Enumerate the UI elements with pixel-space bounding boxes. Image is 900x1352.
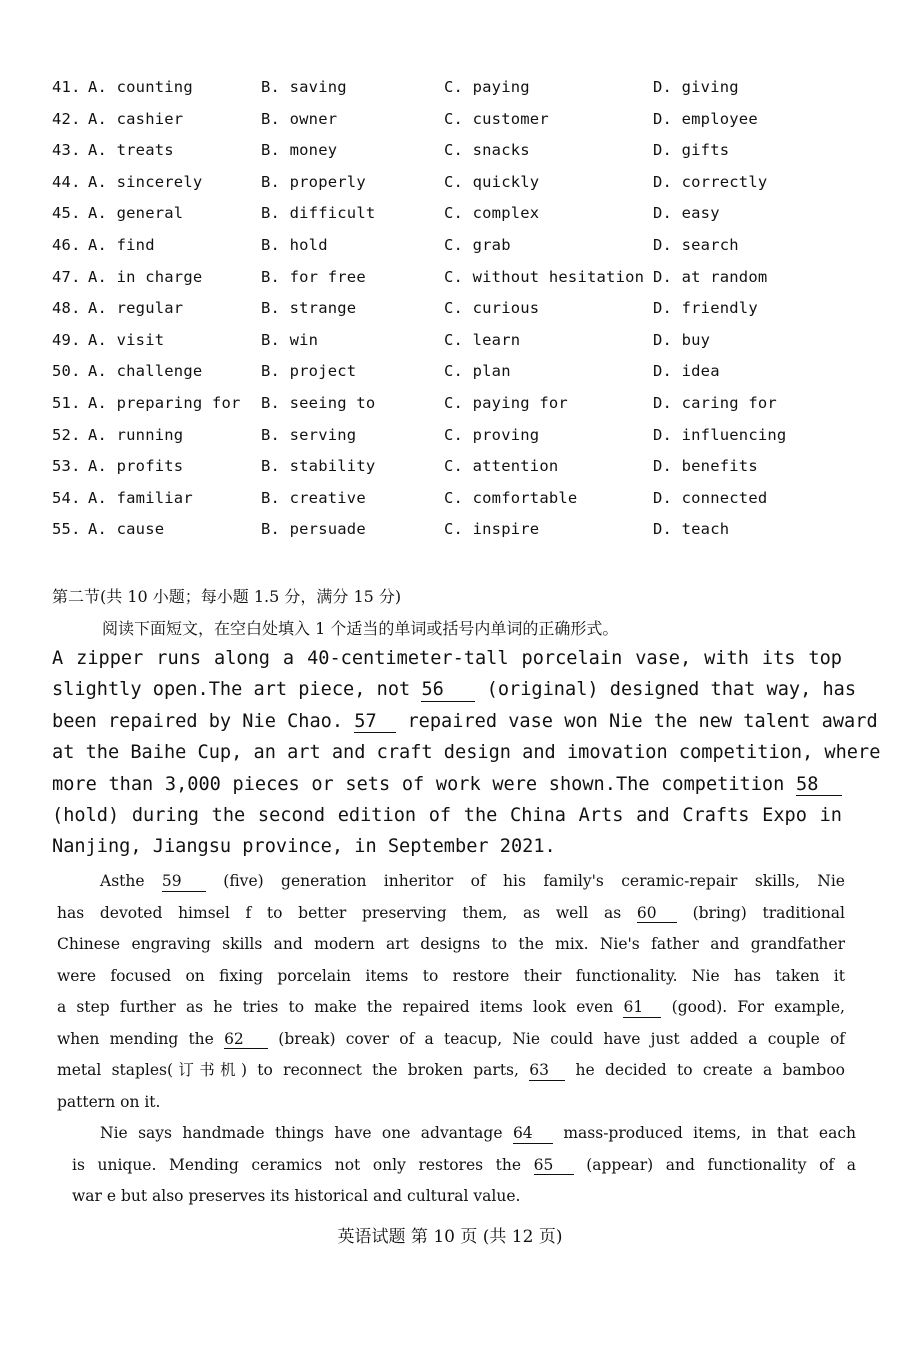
blank-65: 65: [534, 1157, 574, 1176]
option-a: A. sincerely: [88, 172, 203, 191]
option-d: D. employee: [653, 109, 758, 128]
option-c: C. plan: [444, 362, 511, 381]
option-c: C. inspire: [444, 520, 540, 539]
option-b: B. owner: [261, 109, 338, 128]
option-c: C. quickly: [444, 172, 540, 191]
option-d: D. gifts: [653, 141, 730, 160]
question-row: [52, 299, 872, 331]
passage-line: war e but also preserves its historical and cultural value.: [72, 1187, 521, 1205]
option-a: A. regular: [88, 299, 184, 318]
passage-line: Nie says handmade things have one advantage 64 mass-produced items, in that each: [100, 1124, 856, 1142]
question-row: [52, 362, 872, 394]
passage-line: pattern on it.: [57, 1092, 161, 1111]
blank-61: 61: [623, 999, 661, 1018]
question-number: 45.: [52, 204, 81, 223]
passage-line: A zipper runs along a 40-centimeter-tall porcelain vase, with its top: [52, 648, 842, 669]
option-b: B. serving: [261, 425, 357, 444]
option-a: A. find: [88, 235, 155, 254]
option-c: C. grab: [444, 235, 511, 254]
option-a: A. general: [88, 204, 184, 223]
option-a: A. counting: [88, 78, 193, 96]
option-c: C. comfortable: [444, 488, 578, 507]
option-a: A. profits: [88, 457, 184, 476]
passage-line: metal staples(订书机) to reconnect the broken parts, 63 he decided to create a bamboo: [57, 1061, 846, 1079]
option-c: C. without hesitation: [444, 267, 645, 286]
option-b: B. properly: [261, 172, 366, 191]
option-d: D. friendly: [653, 299, 758, 318]
option-d: D. at random: [653, 267, 768, 286]
option-a: A. cashier: [88, 109, 184, 128]
option-b: B. persuade: [261, 520, 366, 539]
question-row: [52, 426, 872, 458]
option-c: C. customer: [444, 109, 549, 128]
question-number: 53.: [52, 457, 81, 476]
option-b: B. project: [261, 362, 357, 381]
option-d: D. buy: [653, 330, 711, 349]
option-c: C. attention: [444, 457, 559, 476]
question-row: [52, 78, 872, 110]
passage-line: has devoted himsel f to better preserving them, as well as 60 (bring) traditional: [57, 903, 845, 922]
passage-line: been repaired by Nie Chao. 57 repaired vase won Nie the new talent award: [52, 710, 878, 732]
section-title: 第二节(共 10 小题；每小题 1.5 分，满分 15 分): [52, 587, 402, 606]
question-number: 48.: [52, 299, 81, 318]
question-row: [52, 457, 872, 489]
question-row: [52, 268, 872, 300]
question-number: 54.: [52, 488, 81, 507]
passage-line: were focused on fixing porcelain items to restore their functionality. Nie has taken it: [57, 966, 845, 985]
question-row: [52, 394, 872, 426]
passage-line: Chinese engraving skills and modern art designs to the mix. Nie's father and grandfather: [57, 935, 845, 953]
option-d: D. easy: [653, 204, 720, 223]
option-c: C. paying for: [444, 393, 568, 412]
question-row: [52, 489, 872, 521]
passage-line: (hold) during the second edition of the China Arts and Crafts Expo in: [52, 805, 842, 827]
option-b: B. strange: [261, 299, 357, 318]
question-row: [52, 110, 872, 142]
option-c: C. snacks: [444, 141, 530, 160]
option-d: D. search: [653, 235, 739, 254]
passage-line: when mending the 62 (break) cover of a teacup, Nie could have just added a couple of: [57, 1029, 846, 1048]
passage-line: slightly open.The art piece, not 56 (original) designed that way, has: [52, 679, 857, 701]
option-d: D. benefits: [653, 457, 758, 476]
question-row: [52, 141, 872, 173]
blank-64: 64: [513, 1125, 553, 1144]
option-c: C. complex: [444, 204, 540, 223]
question-row: [52, 204, 872, 236]
question-row: [52, 236, 872, 268]
option-b: B. win: [261, 330, 319, 349]
question-number: 49.: [52, 330, 81, 349]
option-b: B. saving: [261, 78, 347, 96]
option-b: B. seeing to: [261, 393, 376, 412]
question-number: 46.: [52, 235, 81, 254]
blank-57: 57: [354, 711, 396, 733]
option-b: B. money: [261, 141, 338, 160]
option-c: C. curious: [444, 299, 540, 318]
option-b: B. stability: [261, 457, 376, 476]
passage-line: is unique. Mending ceramics not only restores the 65 (appear) and functionality of a: [72, 1155, 856, 1174]
option-b: B. creative: [261, 488, 366, 507]
option-a: A. in charge: [88, 267, 203, 286]
option-d: D. teach: [653, 520, 730, 539]
option-a: A. familiar: [88, 488, 193, 507]
blank-58: 58: [796, 774, 842, 796]
section-instruction: 阅读下面短文，在空白处填入 1 个适当的单词或括号内单词的正确形式。: [102, 619, 619, 638]
passage-line: Asthe 59 (five) generation inheritor of his family's ceramic-repair skills, Nie: [100, 872, 845, 890]
option-b: B. for free: [261, 267, 366, 286]
option-b: B. hold: [261, 235, 328, 254]
option-a: A. challenge: [88, 362, 203, 381]
passage-line: more than 3,000 pieces or sets of work were shown.The competition 58: [52, 769, 842, 800]
passage-paragraph-1: [52, 643, 881, 863]
question-number: 50.: [52, 362, 81, 381]
question-number: 43.: [52, 141, 81, 160]
question-row: [52, 173, 872, 205]
blank-56: 56: [421, 679, 475, 701]
option-d: D. connected: [653, 488, 768, 507]
option-d: D. idea: [653, 362, 720, 381]
question-number: 52.: [52, 425, 81, 444]
option-a: A. preparing for: [88, 393, 241, 412]
option-d: D. giving: [653, 78, 739, 96]
option-a: A. treats: [88, 141, 174, 160]
page-footer: 英语试题 第 10 页 (共 12 页): [337, 1227, 563, 1247]
passage-paragraph-2: [57, 866, 845, 1118]
option-c: C. paying: [444, 78, 530, 96]
option-d: D. correctly: [653, 172, 768, 191]
question-number: 47.: [52, 267, 81, 286]
passage-line: a step further as he tries to make the repaired items look even 61 (good). For example,: [57, 998, 845, 1016]
passage-paragraph-3: [72, 1118, 856, 1213]
question-number: 51.: [52, 393, 81, 412]
question-number: 42.: [52, 109, 81, 128]
question-number: 44.: [52, 172, 81, 191]
question-number: 41.: [52, 78, 81, 96]
option-a: A. running: [88, 425, 184, 444]
blank-63: 63: [529, 1062, 565, 1081]
question-row: [52, 331, 872, 363]
option-a: A. visit: [88, 330, 165, 349]
blank-60: 60: [637, 905, 677, 924]
option-a: A. cause: [88, 520, 165, 539]
passage-line: Nanjing, Jiangsu province, in September 2021.: [52, 836, 556, 858]
blank-59: 59: [162, 873, 206, 892]
question-row: [52, 520, 872, 552]
passage-line: at the Baihe Cup, an art and craft design and imovation competition, where: [52, 742, 881, 764]
option-b: B. difficult: [261, 204, 376, 223]
option-c: C. proving: [444, 425, 540, 444]
blank-62: 62: [224, 1031, 268, 1050]
option-d: D. influencing: [653, 425, 787, 444]
multiple-choice-options: [52, 78, 872, 552]
option-d: D. caring for: [653, 393, 777, 412]
question-number: 55.: [52, 520, 81, 539]
option-c: C. learn: [444, 330, 521, 349]
